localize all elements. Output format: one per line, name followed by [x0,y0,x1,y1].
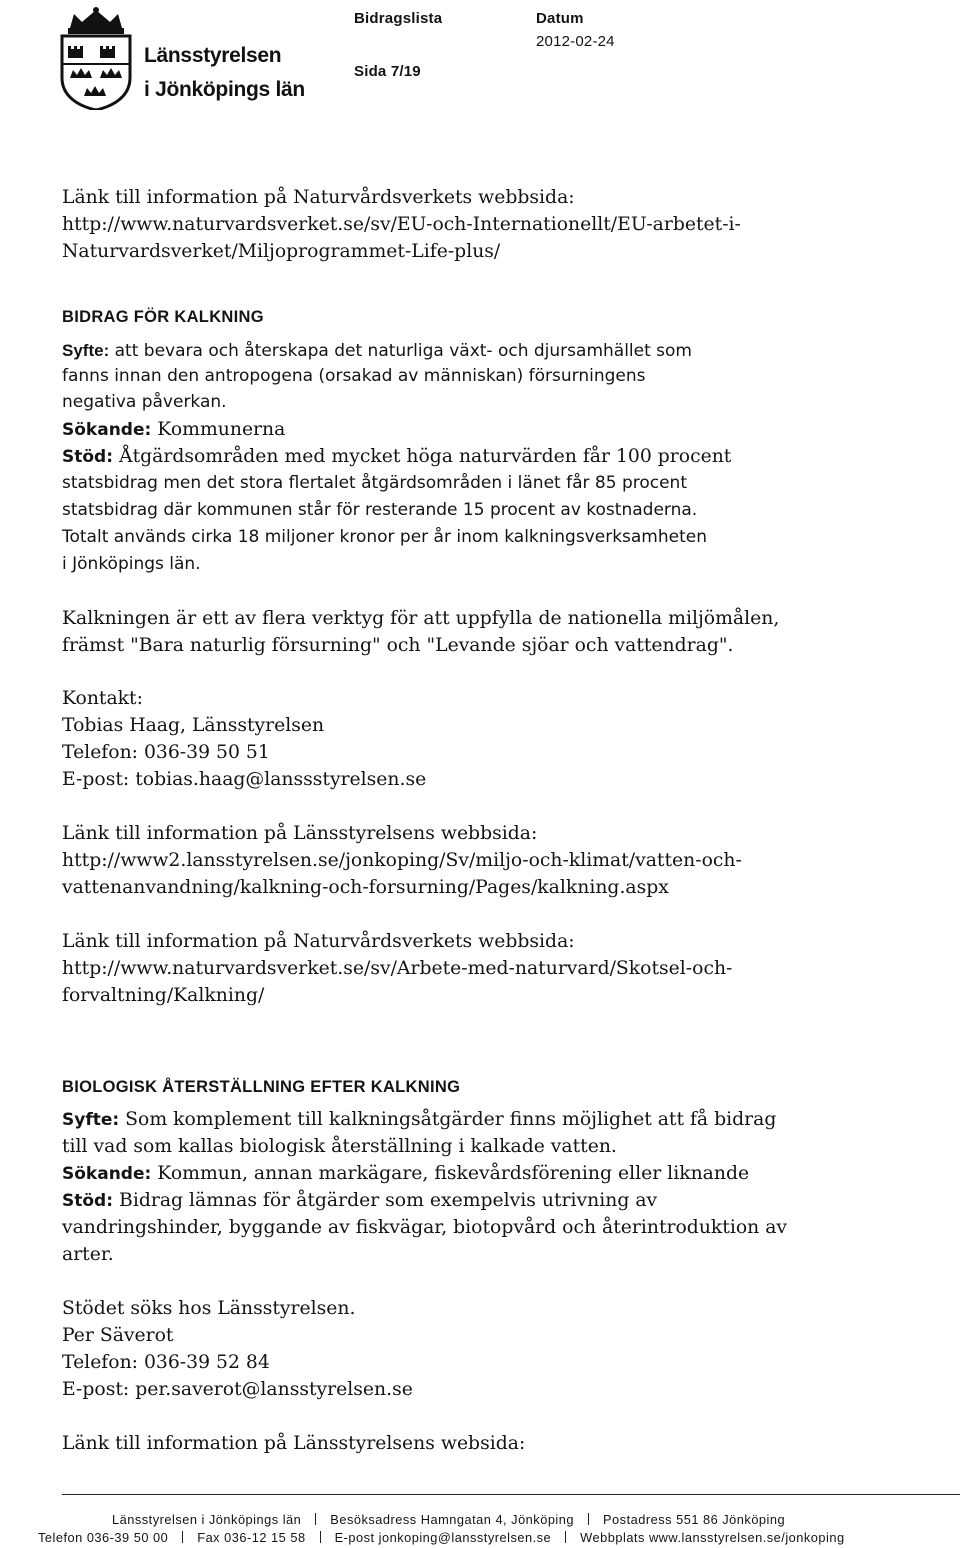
footer-postal-address: Postadress 551 86 Jönköping [603,1512,786,1527]
contact-name: Tobias Haag, Länsstyrelsen [62,715,325,736]
doc-type-label: Bidragslista [354,10,443,27]
stod-line: statsbidrag där kommunen står för resterande 15 procent av kostnaderna. [62,500,698,520]
section-heading: BIOLOGISK ÅTERSTÄLLNING EFTER KALKNING [62,1078,461,1096]
stod-label: Stöd: [62,1191,114,1211]
stod-line [62,443,942,471]
stod-label: Stöd: [62,447,114,467]
syfte-line: negativa påverkan. [62,392,227,412]
contact-phone: Telefon: 036-39 50 51 [62,742,270,763]
sokande-text: Kommunerna [157,419,286,440]
kontakt-label: Kontakt: [62,688,143,709]
coat-of-arms-icon [56,6,136,110]
footer-email[interactable]: E-post jonkoping@lansstyrelsen.se [334,1530,552,1545]
page-number: Sida 7/19 [354,63,421,80]
sokande-line [62,416,942,444]
contact-name: Per Säverot [62,1325,174,1346]
syfte-label: Syfte: [62,341,110,360]
sokande-label: Sökande: [62,1164,152,1184]
date-label: Datum [536,10,584,27]
footer-website[interactable]: Webbplats www.lansstyrelsen.se/jonkoping [580,1530,845,1545]
link-intro: Länk till information på Länsstyrelsens websida: [62,1433,526,1454]
url-line[interactable]: http://www2.lansstyrelsen.se/jonkoping/Sv/miljo-och-klimat/vatten-och- [62,850,742,871]
contact-email[interactable]: E-post: tobias.haag@lanssstyrelsen.se [62,769,427,790]
footer-org: Länsstyrelsen i Jönköpings län [112,1512,302,1527]
sokande-text: Kommun, annan markägare, fiskevårdsförening eller liknande [157,1163,750,1184]
org-name-line2: i Jönköpings län [144,78,305,101]
footer-line-1 [112,1512,785,1527]
link-intro: Länk till information på Naturvårdsverkets webbsida: [62,187,575,208]
syfte-text: att bevara och återskapa det naturliga växt- och djursamhället som [114,341,692,361]
url-line[interactable]: forvaltning/Kalkning/ [62,985,265,1006]
footer-separator [315,1513,316,1525]
url-line[interactable]: vattenanvandning/kalkning-och-forsurning/Pages/kalkning.aspx [62,877,669,898]
footer-separator [588,1513,589,1525]
contact-phone: Telefon: 036-39 52 84 [62,1352,270,1373]
syfte-line [62,337,942,365]
link-intro: Länk till information på Länsstyrelsens webbsida: [62,823,538,844]
footer-separator [320,1531,321,1543]
paragraph-line: främst "Bara naturlig försurning" och "Levande sjöar och vattendrag". [62,635,734,656]
totalt-line: i Jönköpings län. [62,554,201,574]
stod-text: Bidrag lämnas för åtgärder som exempelvis utrivning av [119,1190,658,1211]
footer-separator [565,1531,566,1543]
footer-separator [182,1531,183,1543]
totalt-line: Totalt används cirka 18 miljoner kronor per år inom kalkningsverksamheten [62,527,708,547]
link-intro: Länk till information på Naturvårdsverkets webbsida: [62,931,575,952]
url-line[interactable]: Naturvardsverket/Miljoprogrammet-Life-plus/ [62,241,501,262]
section-heading: BIDRAG FÖR KALKNING [62,308,264,326]
footer-visit-address: Besöksadress Hamngatan 4, Jönköping [330,1512,575,1527]
syfte-line [62,1106,942,1134]
logo [56,6,306,110]
stod-line: statsbidrag men det stora flertalet åtgärdsområden i länet får 85 procent [62,473,687,493]
stod-line [62,1187,942,1215]
date-value: 2012-02-24 [536,33,615,50]
syfte-line: till vad som kallas biologisk återställning i kalkade vatten. [62,1136,617,1157]
paragraph-line: Kalkningen är ett av flera verktyg för att uppfylla de nationella miljömålen, [62,608,780,629]
syfte-label: Syfte: [62,1110,120,1130]
syfte-line: fanns innan den antropogena (orsakad av människan) försurningens [62,366,646,386]
org-name-line1: Länsstyrelsen [144,44,282,67]
soks-text: Stödet söks hos Länsstyrelsen. [62,1298,356,1319]
sokande-line [62,1160,942,1188]
url-line[interactable]: http://www.naturvardsverket.se/sv/EU-och-Internationellt/EU-arbetet-i- [62,214,741,235]
footer-divider [62,1494,960,1495]
footer-line-2 [38,1530,845,1545]
stod-line: arter. [62,1244,114,1265]
syfte-text: Som komplement till kalkningsåtgärder finns möjlighet att få bidrag [125,1109,777,1130]
contact-email[interactable]: E-post: per.saverot@lansstyrelsen.se [62,1379,413,1400]
footer-phone: Telefon 036-39 50 00 [38,1530,169,1545]
sokande-label: Sökande: [62,420,152,440]
url-line[interactable]: http://www.naturvardsverket.se/sv/Arbete-med-naturvard/Skotsel-och- [62,958,733,979]
stod-text: Åtgärdsområden med mycket höga naturvärden får 100 procent [119,446,732,467]
stod-line: vandringshinder, byggande av fiskvägar, biotopvård och återintroduktion av [62,1217,788,1238]
footer-fax: Fax 036-12 15 58 [197,1530,306,1545]
